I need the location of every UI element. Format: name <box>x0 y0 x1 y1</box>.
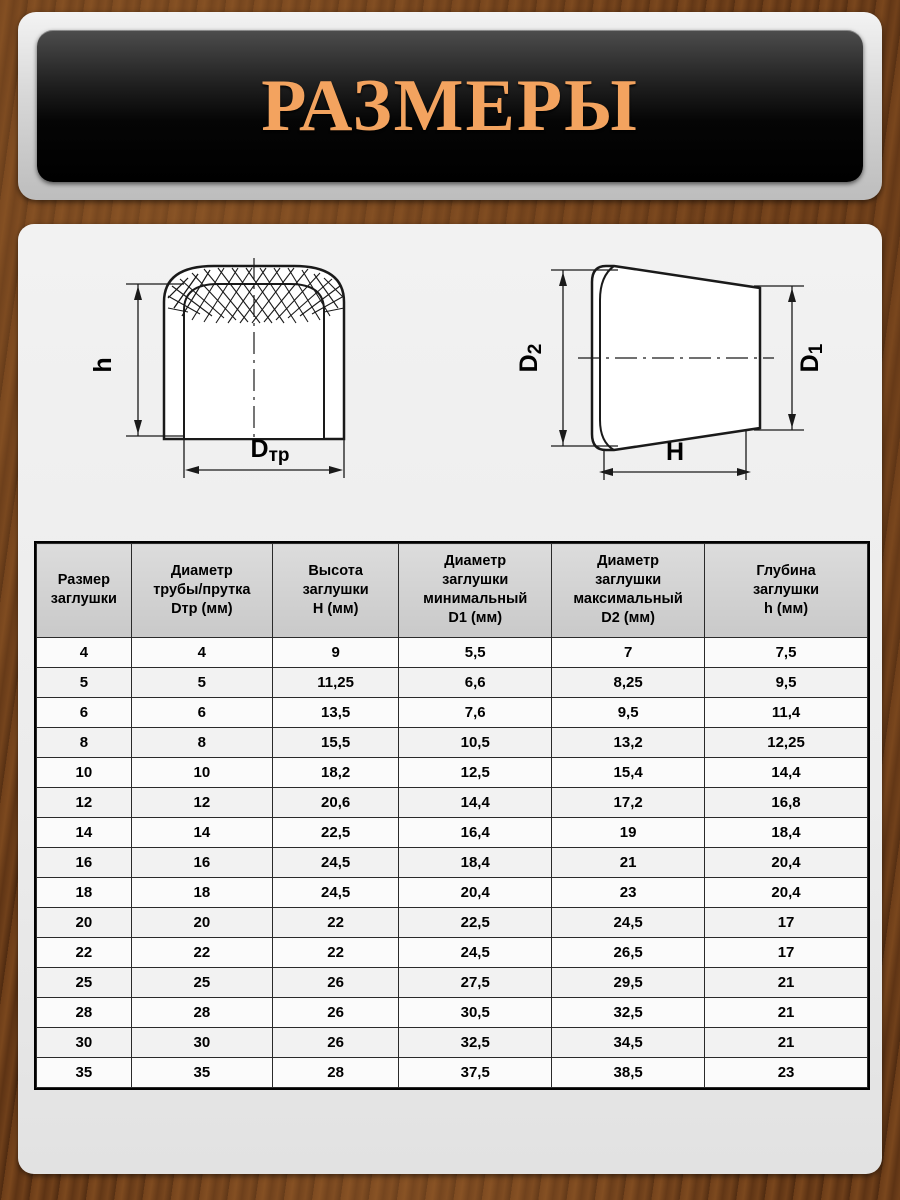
table-row <box>37 907 868 937</box>
header-plate <box>37 30 863 182</box>
table-row <box>37 637 868 667</box>
table-cell-3: 7,6 <box>399 697 552 727</box>
table-cell-2: 26 <box>272 967 398 997</box>
table-cell-1: 35 <box>131 1057 272 1087</box>
table-row <box>37 1027 868 1057</box>
table-cell-3: 32,5 <box>399 1027 552 1057</box>
table-row <box>37 877 868 907</box>
table-cell-3: 5,5 <box>399 637 552 667</box>
table-header-row <box>37 544 868 638</box>
table-cell-3: 22,5 <box>399 907 552 937</box>
table-cell-3: 30,5 <box>399 997 552 1027</box>
col-header-line: заглушки <box>50 591 117 608</box>
table-cell-3: 14,4 <box>399 787 552 817</box>
col-header-line: Диаметр <box>597 553 660 569</box>
table-cell-5: 12,25 <box>705 727 868 757</box>
table-cell-1: 18 <box>131 877 272 907</box>
table-cell-3: 20,4 <box>399 877 552 907</box>
table-cell-4: 13,2 <box>552 727 705 757</box>
table-cell-2: 18,2 <box>272 757 398 787</box>
table-cell-1: 14 <box>131 817 272 847</box>
table-cell-3: 24,5 <box>399 937 552 967</box>
table-cell-0: 18 <box>37 877 132 907</box>
right-label-d2: D2 <box>515 343 546 373</box>
col-header-line: Диаметр <box>444 553 507 569</box>
table-cell-1: 25 <box>131 967 272 997</box>
table-cell-0: 4 <box>37 637 132 667</box>
col-header-line: заглушки <box>302 581 369 598</box>
table-row <box>37 667 868 697</box>
table-cell-2: 9 <box>272 637 398 667</box>
left-label-dtr: Dтр <box>250 435 290 466</box>
table-cell-5: 11,4 <box>705 697 868 727</box>
table-cell-3: 10,5 <box>399 727 552 757</box>
table-cell-1: 20 <box>131 907 272 937</box>
col-header-line: D2 (мм) <box>601 610 655 627</box>
table-cell-3: 18,4 <box>399 847 552 877</box>
table-cell-2: 20,6 <box>272 787 398 817</box>
dimensions-table <box>36 543 868 1088</box>
dimensions-table-wrapper <box>34 541 870 1090</box>
col-header-line: трубы/прутка <box>153 581 251 598</box>
table-row <box>37 757 868 787</box>
table-cell-0: 14 <box>37 817 132 847</box>
table-cell-3: 12,5 <box>399 757 552 787</box>
table-cell-4: 32,5 <box>552 997 705 1027</box>
col-header-line: h (мм) <box>764 600 809 617</box>
col-header-line: Диаметр <box>170 562 233 579</box>
col-header-line: Глубина <box>756 562 816 579</box>
col-header-tube-diameter <box>131 544 272 638</box>
table-cell-1: 16 <box>131 847 272 877</box>
table-cell-5: 20,4 <box>705 847 868 877</box>
table-cell-5: 18,4 <box>705 817 868 847</box>
table-cell-2: 24,5 <box>272 847 398 877</box>
table-row <box>37 817 868 847</box>
table-row <box>37 847 868 877</box>
table-cell-5: 7,5 <box>705 637 868 667</box>
table-cell-4: 17,2 <box>552 787 705 817</box>
table-cell-2: 22 <box>272 907 398 937</box>
table-row <box>37 937 868 967</box>
table-cell-0: 12 <box>37 787 132 817</box>
table-cell-0: 20 <box>37 907 132 937</box>
col-header-line: Высота <box>308 562 363 579</box>
table-header <box>37 544 868 638</box>
table-cell-5: 23 <box>705 1057 868 1087</box>
table-row <box>37 787 868 817</box>
table-cell-0: 35 <box>37 1057 132 1087</box>
col-header-line: максимальный <box>573 591 683 608</box>
table-cell-1: 5 <box>131 667 272 697</box>
table-cell-2: 26 <box>272 1027 398 1057</box>
table-cell-1: 28 <box>131 997 272 1027</box>
technical-drawings <box>18 224 882 524</box>
table-cell-1: 10 <box>131 757 272 787</box>
table-cell-0: 28 <box>37 997 132 1027</box>
col-header-line: минимальный <box>423 591 528 608</box>
table-cell-5: 9,5 <box>705 667 868 697</box>
table-row <box>37 727 868 757</box>
table-cell-3: 6,6 <box>399 667 552 697</box>
table-cell-1: 6 <box>131 697 272 727</box>
table-cell-2: 26 <box>272 997 398 1027</box>
col-header-line: заглушки <box>442 572 509 589</box>
drawing-svg <box>18 224 882 524</box>
col-header-line: D1 (мм) <box>448 610 503 627</box>
table-cell-3: 16,4 <box>399 817 552 847</box>
table-cell-0: 5 <box>37 667 132 697</box>
table-cell-0: 16 <box>37 847 132 877</box>
table-cell-2: 11,25 <box>272 667 398 697</box>
col-header-d2 <box>552 544 705 638</box>
table-cell-2: 22,5 <box>272 817 398 847</box>
table-cell-4: 21 <box>552 847 705 877</box>
table-cell-0: 8 <box>37 727 132 757</box>
table-cell-5: 14,4 <box>705 757 868 787</box>
table-cell-5: 21 <box>705 967 868 997</box>
table-cell-1: 22 <box>131 937 272 967</box>
table-cell-2: 24,5 <box>272 877 398 907</box>
table-body <box>37 637 868 1087</box>
table-cell-4: 15,4 <box>552 757 705 787</box>
table-cell-4: 19 <box>552 817 705 847</box>
table-row <box>37 967 868 997</box>
table-cell-0: 10 <box>37 757 132 787</box>
table-cell-4: 23 <box>552 877 705 907</box>
table-cell-4: 38,5 <box>552 1057 705 1087</box>
table-cell-3: 37,5 <box>399 1057 552 1087</box>
table-cell-2: 22 <box>272 937 398 967</box>
table-cell-5: 17 <box>705 937 868 967</box>
col-header-line: H (мм) <box>312 600 359 617</box>
table-row <box>37 697 868 727</box>
table-cell-1: 4 <box>131 637 272 667</box>
table-cell-1: 12 <box>131 787 272 817</box>
table-row <box>37 997 868 1027</box>
table-cell-0: 6 <box>37 697 132 727</box>
table-cell-2: 13,5 <box>272 697 398 727</box>
table-cell-5: 21 <box>705 1027 868 1057</box>
table-cell-1: 30 <box>131 1027 272 1057</box>
table-row <box>37 1057 868 1087</box>
left-label-h: h <box>89 357 117 373</box>
table-cell-4: 9,5 <box>552 697 705 727</box>
table-cell-4: 34,5 <box>552 1027 705 1057</box>
table-cell-5: 16,8 <box>705 787 868 817</box>
col-header-line: заглушки <box>595 572 662 589</box>
table-cell-4: 24,5 <box>552 907 705 937</box>
col-header-depth <box>705 544 868 638</box>
col-header-size <box>37 544 132 638</box>
table-cell-2: 28 <box>272 1057 398 1087</box>
table-cell-5: 20,4 <box>705 877 868 907</box>
table-cell-5: 17 <box>705 907 868 937</box>
table-cell-4: 8,25 <box>552 667 705 697</box>
right-label-h: H <box>665 438 685 466</box>
table-cell-0: 25 <box>37 967 132 997</box>
table-cell-4: 29,5 <box>552 967 705 997</box>
col-header-line: Dтр (мм) <box>171 600 233 617</box>
col-header-line: заглушки <box>752 581 820 598</box>
table-cell-1: 8 <box>131 727 272 757</box>
table-cell-2: 15,5 <box>272 727 398 757</box>
table-cell-0: 22 <box>37 937 132 967</box>
header-panel <box>18 12 882 200</box>
col-header-line: Размер <box>57 572 110 589</box>
col-header-d1 <box>399 544 552 638</box>
table-cell-3: 27,5 <box>399 967 552 997</box>
right-label-d1: D1 <box>796 343 827 373</box>
page-title: РАЗМЕРЫ <box>261 64 639 147</box>
table-cell-4: 7 <box>552 637 705 667</box>
table-cell-0: 30 <box>37 1027 132 1057</box>
main-panel <box>18 224 882 1174</box>
table-cell-5: 21 <box>705 997 868 1027</box>
table-cell-4: 26,5 <box>552 937 705 967</box>
col-header-height <box>272 544 398 638</box>
